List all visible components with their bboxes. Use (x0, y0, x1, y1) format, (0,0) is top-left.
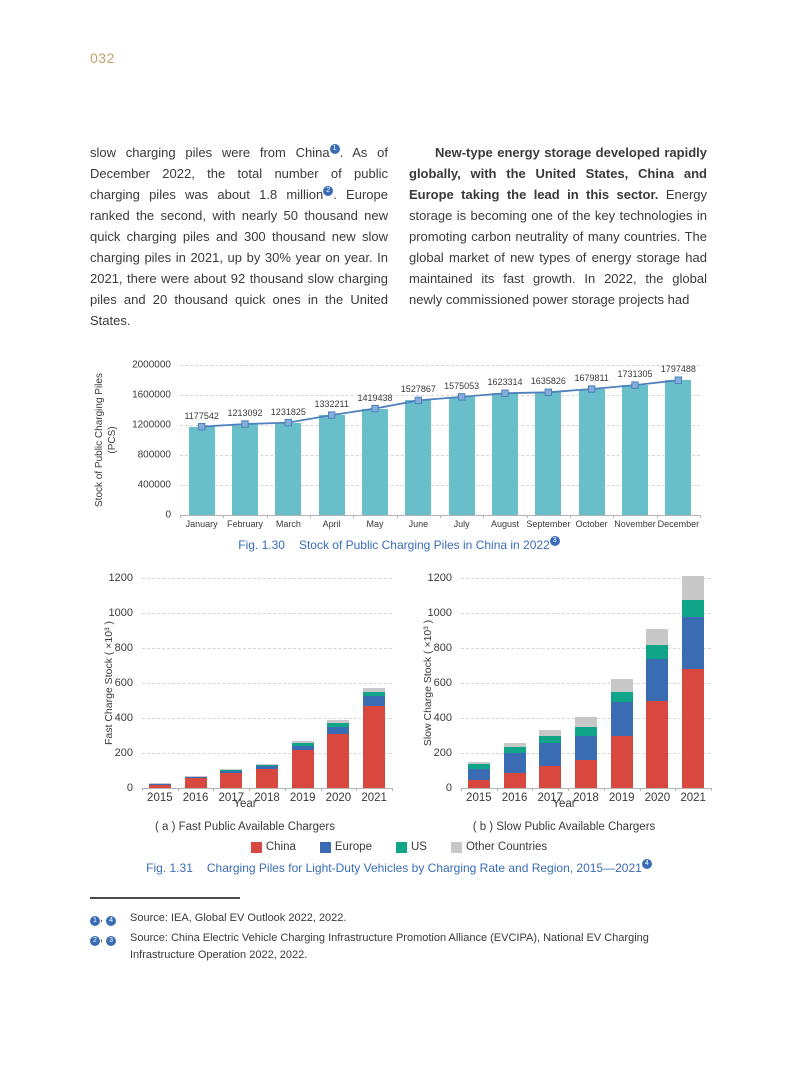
paragraph-left-text: . Europe ranked the second, with nearly 50 thousand new quick charging piles and 300 thousand new slow charging piles in 2021, up by 30% year on year. In 2021, there were about 92 thousand slow charging piles and 20 thousand quick ones in the United States. (90, 187, 388, 328)
bar (492, 393, 518, 515)
legend-item-us (396, 841, 427, 853)
footnote-ref-2: 2 (323, 186, 333, 196)
bar-segment-china (363, 706, 385, 788)
bar-segment-china (185, 778, 207, 788)
x-tick-label: 2021 (680, 792, 706, 804)
legend-item-europe (320, 841, 372, 853)
fig131-caption (90, 861, 708, 875)
x-axis-tick (310, 515, 311, 518)
gridline (142, 718, 392, 719)
gridline (461, 613, 711, 614)
legend-item-china (251, 841, 296, 853)
bar-segment-other-countries (363, 688, 385, 692)
bar-segment-other-countries (220, 769, 242, 770)
legend-label: Other Countries (465, 841, 548, 853)
x-axis-tick (640, 788, 641, 791)
bar (622, 385, 648, 515)
bar-segment-china (256, 769, 278, 788)
y-tick-label: 400000 (137, 479, 171, 491)
x-axis-tick (249, 788, 250, 791)
x-tick-label: February (226, 519, 264, 529)
footnote-ref-1: 1 (330, 144, 340, 154)
x-axis-tick (353, 515, 354, 518)
bar-segment-europe (468, 769, 490, 780)
bar-segment-china (468, 780, 490, 788)
bar (275, 423, 301, 515)
footnote-row (90, 910, 696, 927)
fig130-y-axis-label: Stock of Public Charging Piles (PCS) (94, 373, 118, 507)
bar-segment-europe (575, 736, 597, 761)
bar (319, 415, 345, 515)
bar-segment-us (292, 743, 314, 746)
x-tick-label: December (657, 519, 700, 529)
x-tick-label: 2016 (182, 792, 209, 804)
x-axis-tick (180, 515, 181, 518)
fig130-plot-area (132, 359, 700, 529)
footnote-marker-1: 1 (90, 916, 100, 926)
bar-segment-us (575, 727, 597, 736)
bar-segment-europe (185, 777, 207, 778)
data-label: 1213092 (227, 408, 263, 419)
bar-segment-us (504, 747, 526, 753)
data-label: 1527867 (400, 384, 436, 395)
x-tick-label: September (526, 519, 571, 529)
x-tick-label: 2021 (361, 792, 387, 804)
bar-segment-europe (149, 784, 171, 785)
y-tick-label: 600 (114, 677, 133, 689)
x-axis-tick (440, 515, 441, 518)
paragraph-right-lead: New-type energy storage developed rapidly globally, with the United States, China and Europe taking the lead in this sector. (409, 145, 707, 202)
bar-segment-europe (256, 766, 278, 769)
x-tick-label: July (453, 519, 470, 529)
bar-segment-other-countries (185, 776, 207, 777)
footnote-ref-4: 4 (642, 859, 652, 869)
bar-segment-china (575, 760, 597, 788)
bar (405, 400, 431, 515)
bar-segment-us (256, 765, 278, 766)
x-axis-tick (142, 788, 143, 791)
footnote-markers (90, 930, 130, 964)
y-tick-label: 1200 (108, 572, 133, 584)
gridline (180, 365, 700, 366)
x-axis-tick (527, 515, 528, 518)
footnote-markers (90, 910, 130, 927)
bar (535, 392, 561, 515)
bar-segment-europe (682, 617, 704, 670)
x-axis-tick (223, 515, 224, 518)
bar-segment-china (646, 701, 668, 789)
y-tick-label: 1200000 (132, 419, 171, 431)
fig131a-x-axis-label: Year (233, 798, 257, 810)
bar-segment-china (682, 669, 704, 788)
x-axis-tick (604, 788, 605, 791)
x-tick-label: 2020 (325, 792, 352, 804)
bar-segment-other-countries (256, 764, 278, 765)
gridline (461, 648, 711, 649)
x-axis-tick (397, 515, 398, 518)
x-tick-label: 2020 (644, 792, 671, 804)
x-axis-tick (461, 788, 462, 791)
data-label: 1635826 (530, 376, 566, 387)
data-label: 1679811 (574, 373, 609, 383)
data-label: 1575053 (444, 380, 480, 391)
bar-segment-us (185, 776, 207, 777)
bar-segment-europe (363, 696, 385, 706)
bar-segment-us (220, 770, 242, 771)
x-axis-tick (213, 788, 214, 791)
legend-label: Europe (334, 841, 372, 853)
legend-swatch (451, 842, 462, 853)
y-tick-label: 200 (433, 747, 452, 759)
y-tick-label: 0 (165, 509, 171, 521)
bar-segment-europe (646, 659, 668, 701)
y-tick-label: 800000 (137, 449, 171, 461)
y-tick-label: 1000 (427, 607, 452, 619)
data-label: 1332211 (314, 399, 349, 410)
footnote-text: Source: IEA, Global EV Outlook 2022, 2022. (130, 912, 347, 924)
fig131b-y-axis-label: Slow Charge Stock ( ×10³ ) (422, 619, 435, 747)
bar-segment-us (468, 764, 490, 768)
footnote-ref-3: 3 (550, 536, 560, 546)
y-tick-label: 800 (433, 642, 452, 654)
x-axis-tick (285, 788, 286, 791)
x-tick-label: 2017 (218, 792, 245, 804)
bar-segment-us (611, 692, 633, 703)
x-tick-label: 2019 (608, 792, 635, 804)
fig131-caption-title: Charging Piles for Light-Duty Vehicles by Charging Rate and Region, 2015—2021 (206, 861, 642, 875)
chart-fig131a (98, 568, 392, 818)
x-axis-tick (178, 788, 179, 791)
y-tick-label: 200 (114, 747, 133, 759)
bar (232, 424, 258, 515)
x-axis-tick (483, 515, 484, 518)
x-axis-tick (267, 515, 268, 518)
bar-segment-china (539, 766, 561, 788)
fig130-caption-title: Stock of Public Charging Piles in China in 2022 (298, 538, 550, 552)
legend-label: US (410, 841, 427, 853)
bar-segment-us (539, 736, 561, 743)
x-tick-label: January (185, 519, 218, 529)
bar (189, 427, 215, 515)
footnote-marker-3: 3 (106, 936, 116, 946)
fig131-legend (90, 841, 708, 853)
footnote-text: Source: China Electric Vehicle Charging Infrastructure Promotion Alliance (EVCIPA), National EV Charging Infrastructure Operation 2022, 2022. (130, 932, 649, 961)
fig131b-subcaption: ( b ) Slow Public Available Chargers (472, 821, 656, 833)
x-axis-tick (321, 788, 322, 791)
gridline (461, 683, 711, 684)
bar-segment-china (327, 734, 349, 788)
fig131a-subcaption: ( a ) Fast Public Available Chargers (154, 821, 336, 833)
bar (579, 389, 605, 515)
legend-item-other-countries (451, 841, 547, 853)
bar-segment-other-countries (646, 629, 668, 646)
paragraph-right (409, 142, 707, 331)
body-text-columns (90, 142, 708, 331)
y-tick-label: 2000000 (132, 359, 171, 371)
x-axis-tick (675, 788, 676, 791)
bar-segment-europe (611, 702, 633, 735)
footnote-divider (90, 897, 240, 899)
footnote-marker-sep: , (100, 912, 107, 924)
fig130-caption-label: Fig. 1.30 (238, 538, 285, 552)
gridline (142, 578, 392, 579)
data-label: 1231825 (270, 406, 306, 417)
x-tick-label: 2018 (254, 792, 280, 804)
x-tick-label: 2016 (501, 792, 528, 804)
x-axis-tick (392, 788, 393, 791)
page-number: 032 (90, 50, 115, 66)
legend-swatch (251, 842, 262, 853)
bar-segment-other-countries (327, 720, 349, 723)
x-tick-label: March (275, 519, 301, 529)
bar (449, 397, 475, 515)
gridline (142, 683, 392, 684)
x-axis-tick (532, 788, 533, 791)
chart-fig130 (88, 355, 713, 543)
x-axis-tick (568, 788, 569, 791)
y-tick-label: 1200 (427, 572, 452, 584)
bar-segment-other-countries (682, 576, 704, 600)
paragraph-left-text: slow charging piles were from China (90, 145, 330, 160)
fig131b-x-axis-label: Year (552, 798, 576, 810)
data-label: 1419438 (357, 392, 393, 403)
footnote-marker-sep: , (100, 932, 107, 944)
x-tick-label: 2018 (573, 792, 599, 804)
fig130-caption (90, 538, 708, 552)
bar-segment-europe (292, 746, 314, 750)
x-tick-label: 2019 (289, 792, 316, 804)
fig131-caption-label: Fig. 1.31 (146, 861, 193, 875)
paragraph-right-text: Energy storage is becoming one of the key technologies in promoting carbon neutrality of many countries. The global market of new types of energy storage had maintained its fast growth. In 2022, the global newly commissioned power storage projects had (409, 187, 708, 307)
paragraph-left (90, 142, 388, 331)
data-label: 1177542 (184, 410, 219, 421)
bar-segment-other-countries (575, 717, 597, 727)
bar-segment-europe (504, 753, 526, 773)
bar-segment-other-countries (539, 730, 561, 736)
footnotes (90, 897, 696, 967)
bar-segment-us (363, 692, 385, 696)
y-tick-label: 400 (114, 712, 133, 724)
y-tick-label: 1600000 (132, 389, 171, 401)
data-label: 1623314 (487, 377, 523, 388)
data-label: 1797488 (660, 364, 696, 375)
x-tick-label: 2015 (466, 792, 492, 804)
x-axis-tick (700, 515, 701, 518)
x-axis-tick (613, 515, 614, 518)
y-tick-label: 800 (114, 642, 133, 654)
bar-segment-other-countries (292, 741, 314, 743)
gridline (461, 578, 711, 579)
x-axis-tick (711, 788, 712, 791)
legend-swatch (396, 842, 407, 853)
x-tick-label: August (490, 519, 520, 529)
x-axis-tick (657, 515, 658, 518)
bar-segment-europe (539, 743, 561, 765)
bar-segment-europe (220, 771, 242, 773)
fig131-subcaptions (98, 821, 711, 833)
bar-segment-china (220, 773, 242, 788)
x-axis-tick (356, 788, 357, 791)
y-tick-label: 0 (126, 782, 133, 794)
bar-segment-other-countries (504, 743, 526, 747)
x-tick-label: November (614, 519, 656, 529)
bar-segment-other-countries (611, 679, 633, 692)
y-tick-label: 1000 (108, 607, 133, 619)
x-tick-label: 2015 (147, 792, 173, 804)
x-tick-label: April (322, 519, 341, 529)
x-axis-tick (497, 788, 498, 791)
bar-segment-europe (327, 727, 349, 734)
footnote-marker-2: 2 (90, 936, 100, 946)
bar (362, 409, 388, 515)
x-tick-label: June (408, 519, 429, 529)
footnote-marker-4: 4 (106, 916, 116, 926)
legend-label: China (265, 841, 296, 853)
bar-segment-other-countries (468, 762, 490, 765)
x-tick-label: May (366, 519, 384, 529)
bar-segment-us (682, 600, 704, 617)
bar-segment-china (611, 736, 633, 789)
gridline (142, 753, 392, 754)
legend-swatch (320, 842, 331, 853)
gridline (142, 648, 392, 649)
bar-segment-china (149, 785, 171, 789)
x-tick-label: October (575, 519, 608, 529)
y-tick-label: 600 (433, 677, 452, 689)
gridline (142, 613, 392, 614)
chart-fig131b (417, 568, 711, 818)
bar-segment-china (292, 750, 314, 788)
footnote-row (90, 930, 696, 964)
paragraph-left-text: . As of December 2022, the total number of public charging piles was about 1.8 million (90, 145, 388, 202)
chart-fig131 (98, 568, 711, 818)
x-tick-label: 2017 (537, 792, 564, 804)
y-tick-label: 0 (445, 782, 452, 794)
x-axis-tick (570, 515, 571, 518)
data-label: 1731305 (617, 369, 653, 380)
bar (665, 380, 691, 515)
bar-segment-us (646, 645, 668, 658)
y-tick-label: 400 (433, 712, 452, 724)
fig131a-y-axis-label: Fast Charge Stock ( ×10³ ) (103, 620, 116, 746)
bar-segment-china (504, 773, 526, 788)
bar-segment-us (327, 723, 349, 727)
